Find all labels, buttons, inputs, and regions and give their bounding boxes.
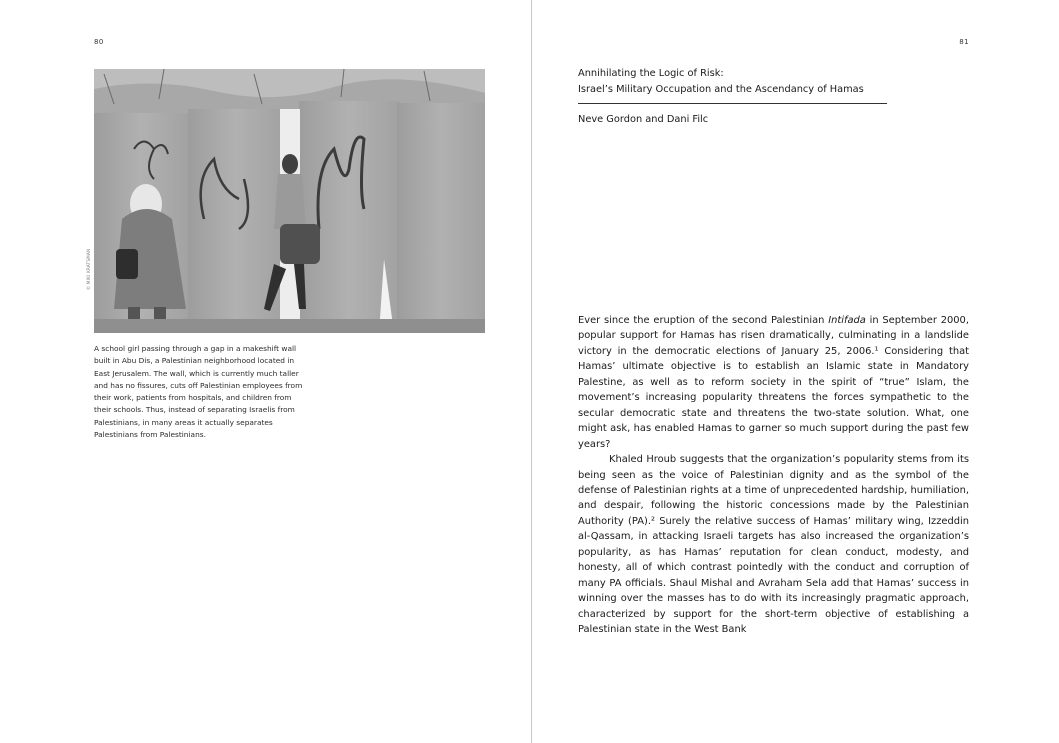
article-title-line-1: Annihilating the Logic of Risk: — [578, 68, 724, 79]
p1-text-rest: in September 2000, popular support for Hamas has risen dramatically, culminating in a landslide victory in the democratic elections of January 25, 2006.¹ Considering that Hamas’ ultimate objective is to establish an Islamic state in Mandatory Palestine, as well as to reform society in the spirit of “true” Islam, the movement’s increasing popularity threatens the forces sympathetic to the secular democratic state and threatens the two-state solution. What, one might ask, has enabled Hamas to garner so much support during the past few years? — [578, 315, 969, 450]
right-page — [532, 0, 1059, 743]
title-rule — [578, 103, 887, 104]
article-body — [578, 313, 969, 638]
page-number-right: 81 — [959, 38, 969, 46]
photo-caption: A school girl passing through a gap in a makeshift wall built in Abu Dis, a Palestinian neighborhood located in East Jerusalem. The wall, which is currently much taller and has no fissures, cuts off Palestinian employees from their work, patients from hospitals, and children from their schools. Thus, instead of separating Israelis from Palestinians, in many areas it actually separates Palestinians from Palestinians. — [94, 344, 303, 440]
body-paragraph-2: Khaled Hroub suggests that the organization’s popularity stems from its being seen as the voice of Palestinian dignity and as the symbol of the defense of Palestinian rights at a time of unprecedented hardship, humiliation, and despair, following the historic concessions made by the Palestinian Authority (PA).² Surely the relative success of Hamas’ military wing, Izzeddin al-Qassam, in attacking Israeli targets has also increased the organization’s popularity, as has Hamas’ reputation for clean conduct, modesty, and honesty, all of which contrast pointedly with the conduct and corruption of many PA officials. Shaul Mishal and Avraham Sela add that Hamas’ success in winning over the masses has to do with its increasingly pragmatic approach, characterized by support for the short-term objective of establishing a Palestinian state in the West Bank — [578, 454, 969, 636]
page-number-left: 80 — [94, 38, 104, 46]
photo-credit: © MIKI KRATSMAN — [86, 248, 91, 290]
article-authors: Neve Gordon and Dani Filc — [578, 114, 709, 125]
p1-text-start: Ever since the eruption of the second Palestinian — [578, 315, 829, 326]
p1-italic-term: Intifada — [828, 315, 866, 326]
body-paragraph-1 — [578, 313, 969, 452]
article-title-line-2: Israel’s Military Occupation and the Ascendancy of Hamas — [578, 83, 864, 95]
wall-photograph — [94, 69, 485, 333]
article-title — [578, 66, 908, 97]
